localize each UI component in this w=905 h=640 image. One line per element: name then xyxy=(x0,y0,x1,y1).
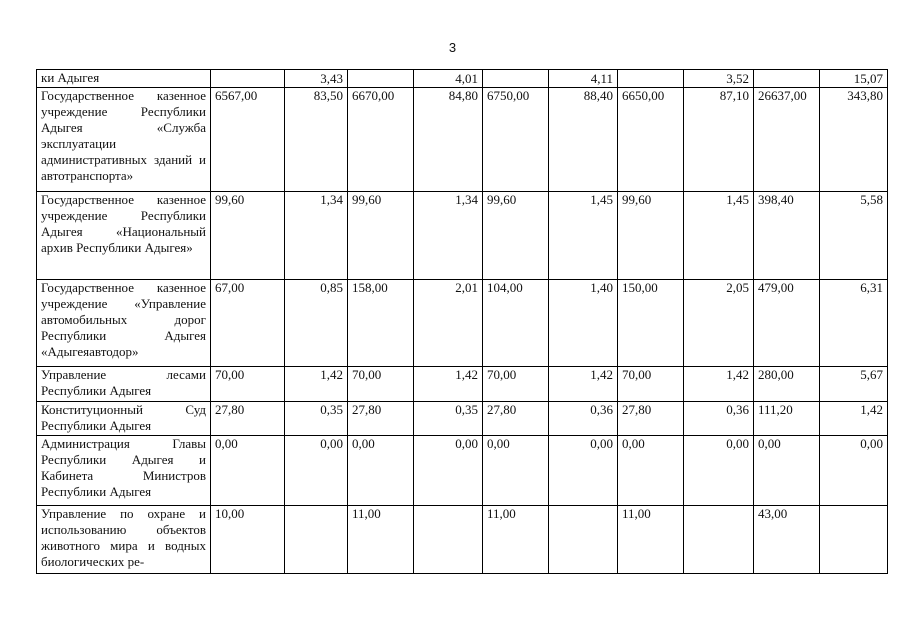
value-cell-left: 11,00 xyxy=(348,506,414,574)
value-cell-left: 104,00 xyxy=(483,280,549,367)
value-cell-left: 6670,00 xyxy=(348,88,414,192)
value-cell-left: 479,00 xyxy=(754,280,820,367)
value-cell-left: 150,00 xyxy=(618,280,684,367)
value-cell-right: 1,45 xyxy=(684,192,754,280)
table-body xyxy=(37,70,888,574)
value-cell-left: 70,00 xyxy=(348,367,414,402)
row-organization-name: Государственное казенное учреждение «Управление автомобильных дорог Республики Адыгея «Адыгеяавтодор» xyxy=(37,280,211,367)
budget-table xyxy=(36,69,888,574)
page-number: 3 xyxy=(448,40,457,55)
value-cell-right: 1,42 xyxy=(285,367,348,402)
table-row xyxy=(37,506,888,574)
value-cell-right: 1,45 xyxy=(549,192,618,280)
value-cell-left: 99,60 xyxy=(618,192,684,280)
row-organization-name: Конституционный Суд Республики Адыгея xyxy=(37,402,211,436)
value-cell-right: 3,43 xyxy=(285,70,348,88)
value-cell-right: 1,42 xyxy=(684,367,754,402)
table-row xyxy=(37,402,888,436)
value-cell-left: 111,20 xyxy=(754,402,820,436)
value-cell-left: 11,00 xyxy=(618,506,684,574)
value-cell-left: 99,60 xyxy=(483,192,549,280)
value-cell-right: 5,58 xyxy=(820,192,888,280)
value-cell-right: 1,42 xyxy=(549,367,618,402)
value-cell-left: 280,00 xyxy=(754,367,820,402)
value-cell-right: 1,34 xyxy=(285,192,348,280)
value-cell-right xyxy=(820,506,888,574)
value-cell-right: 2,01 xyxy=(414,280,483,367)
value-cell-left: 11,00 xyxy=(483,506,549,574)
value-cell-right: 1,40 xyxy=(549,280,618,367)
value-cell-left: 67,00 xyxy=(211,280,285,367)
value-cell-left: 398,40 xyxy=(754,192,820,280)
value-cell-right: 0,00 xyxy=(820,436,888,506)
value-cell-right: 2,05 xyxy=(684,280,754,367)
value-cell-right xyxy=(414,506,483,574)
table-row xyxy=(37,88,888,192)
row-organization-name: Администрация Главы Республики Адыгея и Кабинета Министров Республики Адыгея xyxy=(37,436,211,506)
value-cell-left: 6750,00 xyxy=(483,88,549,192)
table-row xyxy=(37,192,888,280)
value-cell-right: 0,00 xyxy=(684,436,754,506)
table-row xyxy=(37,70,888,88)
value-cell-left xyxy=(618,70,684,88)
value-cell-left: 70,00 xyxy=(618,367,684,402)
table-row xyxy=(37,436,888,506)
value-cell-left: 0,00 xyxy=(618,436,684,506)
value-cell-left: 27,80 xyxy=(618,402,684,436)
value-cell-left: 99,60 xyxy=(211,192,285,280)
value-cell-left xyxy=(211,70,285,88)
value-cell-right xyxy=(285,506,348,574)
value-cell-left: 6650,00 xyxy=(618,88,684,192)
value-cell-left: 6567,00 xyxy=(211,88,285,192)
value-cell-right: 0,35 xyxy=(414,402,483,436)
value-cell-right: 4,01 xyxy=(414,70,483,88)
value-cell-right: 0,00 xyxy=(414,436,483,506)
row-organization-name: Государственное казенное учреждение Республики Адыгея «Национальный архив Республики Адыгея» xyxy=(37,192,211,280)
row-organization-name: ки Адыгея xyxy=(37,70,211,88)
value-cell-right: 343,80 xyxy=(820,88,888,192)
value-cell-left: 99,60 xyxy=(348,192,414,280)
value-cell-right: 0,85 xyxy=(285,280,348,367)
value-cell-left: 0,00 xyxy=(754,436,820,506)
value-cell-left: 70,00 xyxy=(211,367,285,402)
value-cell-left: 0,00 xyxy=(348,436,414,506)
value-cell-right: 6,31 xyxy=(820,280,888,367)
value-cell-right: 1,42 xyxy=(820,402,888,436)
value-cell-left: 27,80 xyxy=(211,402,285,436)
value-cell-right: 0,36 xyxy=(684,402,754,436)
value-cell-left: 27,80 xyxy=(483,402,549,436)
value-cell-left: 43,00 xyxy=(754,506,820,574)
value-cell-right: 5,67 xyxy=(820,367,888,402)
value-cell-right: 1,34 xyxy=(414,192,483,280)
table-row xyxy=(37,367,888,402)
row-organization-name: Управление по охране и использованию объектов животного мира и водных биологических ре- xyxy=(37,506,211,574)
row-organization-name: Управление лесами Республики Адыгея xyxy=(37,367,211,402)
value-cell-right: 15,07 xyxy=(820,70,888,88)
value-cell-right: 83,50 xyxy=(285,88,348,192)
value-cell-left: 158,00 xyxy=(348,280,414,367)
value-cell-right: 88,40 xyxy=(549,88,618,192)
value-cell-right: 0,36 xyxy=(549,402,618,436)
value-cell-left xyxy=(348,70,414,88)
value-cell-right: 1,42 xyxy=(414,367,483,402)
value-cell-left: 0,00 xyxy=(211,436,285,506)
value-cell-right: 4,11 xyxy=(549,70,618,88)
row-organization-name: Государственное казенное учреждение Республики Адыгея «Служба эксплуатации административных зданий и автотранспорта» xyxy=(37,88,211,192)
value-cell-left: 10,00 xyxy=(211,506,285,574)
value-cell-right xyxy=(684,506,754,574)
value-cell-right: 0,00 xyxy=(285,436,348,506)
value-cell-left: 26637,00 xyxy=(754,88,820,192)
value-cell-right: 0,35 xyxy=(285,402,348,436)
value-cell-right: 3,52 xyxy=(684,70,754,88)
value-cell-left: 27,80 xyxy=(348,402,414,436)
value-cell-right: 87,10 xyxy=(684,88,754,192)
value-cell-right: 0,00 xyxy=(549,436,618,506)
value-cell-right: 84,80 xyxy=(414,88,483,192)
value-cell-left: 70,00 xyxy=(483,367,549,402)
value-cell-left xyxy=(483,70,549,88)
value-cell-right xyxy=(549,506,618,574)
value-cell-left: 0,00 xyxy=(483,436,549,506)
table-row xyxy=(37,280,888,367)
value-cell-left xyxy=(754,70,820,88)
